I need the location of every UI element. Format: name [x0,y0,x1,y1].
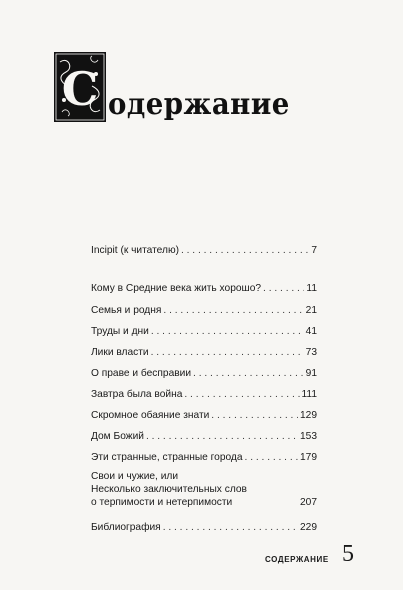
leader-dots [211,410,298,421]
toc-entry [91,389,317,400]
toc-entry-label: Кому в Средние века жить хорошо? [91,283,262,294]
toc-entry-label-line: Несколько заключительных слов [91,484,247,495]
toc-entry-page: 153 [300,431,317,442]
toc-entry-page: 73 [305,347,317,358]
toc-entry-page: 229 [300,522,317,533]
toc-entry-page: 111 [301,389,317,400]
toc-entry-bibliography [91,522,317,533]
page-number: 5 [342,541,354,567]
toc-entry-label-line: о терпимости и нетерпимости [91,497,233,508]
toc-entry-page: 41 [305,326,317,337]
toc-entry-page: 129 [300,410,317,421]
toc-entry-page: 207 [300,497,317,508]
leader-dots [163,305,303,316]
toc-entry-page: 91 [305,368,317,379]
toc-entry [91,368,317,379]
toc-entry-page: 11 [306,283,317,294]
ornamental-initial [54,52,106,122]
leader-dots [193,368,304,379]
leader-dots [151,347,304,358]
toc-entry-page: 21 [305,305,317,316]
toc-entry-label: Лики власти [91,347,149,358]
toc-entry-page: 179 [300,452,317,463]
leader-dots [245,452,298,463]
toc-entry-label: Библиография [91,522,161,533]
toc-entry [91,452,317,463]
toc-entry-label: Дом Божий [91,431,144,442]
leader-dots [263,283,304,294]
toc-entry-label: Завтра была война [91,389,183,400]
toc-entry-page: 7 [311,245,317,256]
toc-entry [91,410,317,421]
toc-entry [91,245,317,256]
leader-dots [181,245,309,256]
toc-entry-label: Incipit (к читателю) [91,245,179,256]
toc-entry [91,431,317,442]
toc-entry-label: Семья и родня [91,305,162,316]
leader-dots [151,326,304,337]
leader-dots [163,522,298,533]
toc-entry-label-line: Свои и чужие, или [91,471,179,482]
running-footer: СОДЕРЖАНИЕ [265,555,329,564]
toc-entry [91,347,317,358]
title-initial-letter: С [61,62,99,116]
toc-entry-multiline [91,470,317,509]
toc-entry [91,305,317,316]
leader-dots [184,389,299,400]
toc-entry-label: Труды и дни [91,326,149,337]
toc-entry-label: О праве и бесправии [91,368,192,379]
title-text: одержание [108,87,290,122]
toc-entry [91,283,317,294]
leader-dots [146,431,298,442]
toc-entry-label: Эти странные, странные города [91,452,243,463]
toc-entry-last-line [91,496,317,509]
page-title [54,46,306,122]
toc-entry [91,326,317,337]
toc-entry-label: Скромное обаяние знати [91,410,210,421]
